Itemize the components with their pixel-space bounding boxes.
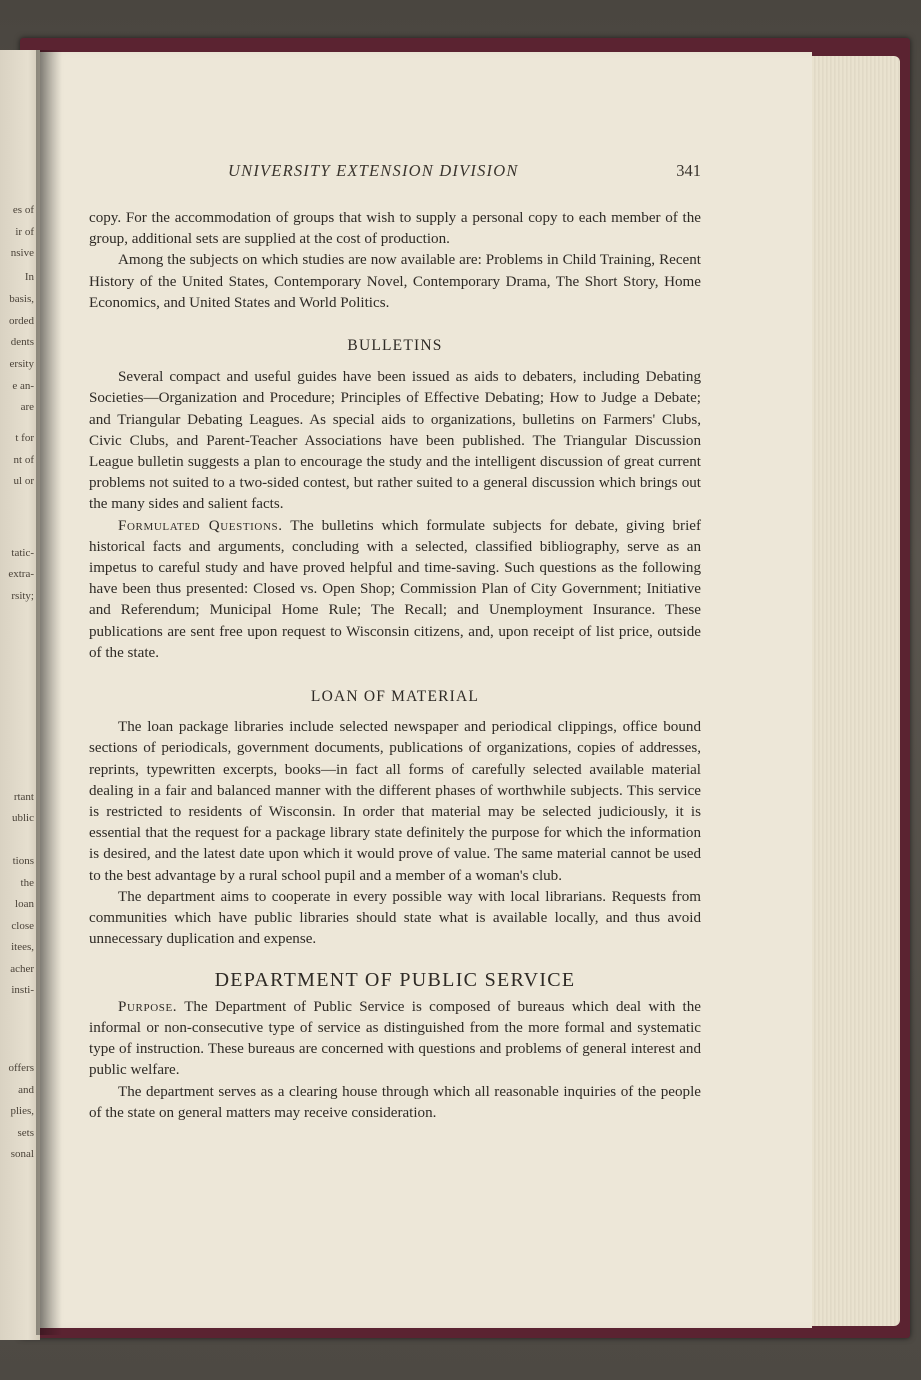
facing-page-fragment: rtant [13, 791, 34, 803]
facing-page-fragment: basis, [9, 293, 34, 305]
book-page [40, 52, 812, 1328]
facing-page-fragment: rsity; [11, 590, 34, 602]
page-number: 341 [676, 161, 701, 180]
facing-page-fragment: es of [12, 204, 34, 216]
paragraph: Among the subjects on which studies are now available are: Problems in Child Training, Recent History of the United States, Contemporary Novel, Contemporary Drama, The Short Story, Home Economics, and United States and World Politics. [89, 252, 701, 311]
running-title: UNIVERSITY EXTENSION DIVISION [228, 161, 519, 180]
facing-page-fragment: In [24, 271, 34, 283]
gutter-shadow [36, 50, 62, 1335]
paragraph: The department serves as a clearing house through which all reasonable inquiries of the people of the state on general matters may receive consideration. [89, 1083, 701, 1121]
paragraph: copy. For the accommodation of groups that wish to supply a personal copy to each member of the group, additional sets are supplied at the cost of production. [89, 210, 701, 248]
run-in-heading: Purpose. [118, 998, 178, 1015]
facing-page-fragment: offers [8, 1062, 34, 1074]
body-text [89, 208, 701, 1124]
facing-page-fragment: plies, [10, 1105, 34, 1117]
facing-page-fragment: close [11, 920, 34, 932]
facing-page-fragment: the [20, 877, 34, 889]
facing-page-fragment: loan [15, 898, 34, 910]
paragraph-text: The bulletins which formulate subjects for debate, giving brief historical facts and arguments, concluding with a selected, classified bibliography, serve as an impetus to careful study and have proved helpful and time-saving. Such questions as the following have been thus presented: Closed vs. Open Shop; Commission Plan of City Government; Initiative and Referendum; Municipal Home Rule; The Recall; and Unemployment Insurance. These publications are sent free upon request to Wisconsin citizens, and, upon receipt of list price, outside of the state. [89, 517, 701, 661]
facing-page-fragment: tatic- [11, 547, 34, 559]
facing-page-fragment: t for [15, 432, 34, 444]
facing-page-fragment: sonal [10, 1148, 34, 1160]
facing-page-fragment: are [20, 401, 34, 413]
paragraph [89, 997, 701, 1082]
facing-page-fragment: nsive [10, 247, 34, 259]
section-heading-loan: LOAN OF MATERIAL [310, 688, 480, 706]
facing-page-fragment: and [18, 1084, 34, 1096]
page-block-edges [800, 56, 900, 1326]
paragraph [89, 516, 701, 664]
section-heading-bulletins: BULLETINS [347, 337, 443, 355]
running-header [228, 161, 701, 185]
facing-page-fragment: itees, [11, 941, 34, 953]
facing-page-fragment: sets [17, 1127, 34, 1139]
paragraph-text: The Department of Public Service is composed of bureaus which deal with the informal or non-consecutive type of service as distinguished from the more formal and systematic type of instruction. These bureaus are concerned with questions and problems of general interest and public welfare. [89, 998, 701, 1079]
facing-page-fragment: ersity [9, 358, 34, 370]
facing-page-fragment: nt of [13, 454, 34, 466]
facing-page [0, 50, 40, 1340]
department-heading: DEPARTMENT OF PUBLIC SERVICE [214, 968, 576, 991]
paragraph: The loan package libraries include selected newspaper and periodical clippings, office bound sections of periodicals, government documents, publications of organizations, copies of addresses, reprints, typewritten excerpts, books—in fact all forms of carefully selected available material dealing in a fair and balanced manner with the different phases of worthwhile subjects. This service is restricted to residents of Wisconsin. In order that material may be selected judiciously, it is essential that the request for a package library state definitely the purpose for which the information is desired, and the latest date upon which it would prove of value. The same material cannot be used to the best advantage by a rural school pupil and a member of a woman's club. [89, 719, 701, 884]
facing-page-fragment: ul or [13, 475, 34, 487]
facing-page-fragment: ir of [15, 226, 34, 238]
facing-page-fragment: extra- [8, 568, 34, 580]
facing-page-fragment: e an- [12, 380, 34, 392]
run-in-heading: Formulated Questions. [118, 517, 283, 534]
facing-page-fragment: insti- [11, 984, 34, 996]
paragraph: The department aims to cooperate in every possible way with local librarians. Requests from communities which have public libraries should state what is available locally, and thus avoid unnecessary duplication and expense. [89, 888, 701, 948]
facing-page-fragment: tions [12, 855, 34, 867]
facing-page-fragment: ublic [12, 812, 34, 824]
facing-page-fragment: dents [10, 336, 34, 348]
facing-page-fragment: orded [8, 315, 34, 327]
paragraph: Several compact and useful guides have been issued as aids to debaters, including Debating Societies—Organization and Procedure; Principles of Effective Debating; How to Judge a Debate; and Triangular Debating Leagues. As special aids to organizations, bulletins on Farmers' Clubs, Civic Clubs, and Parent-Teacher Associations have been published. The Triangular Discussion League bulletin suggests a plan to encourage the study and the intelligent discussion of great current problems not suited to a two-sided contest, but rather suited to a general discussion which brings out the many sides and salient facts. [89, 369, 701, 513]
facing-page-fragment: acher [10, 963, 34, 975]
